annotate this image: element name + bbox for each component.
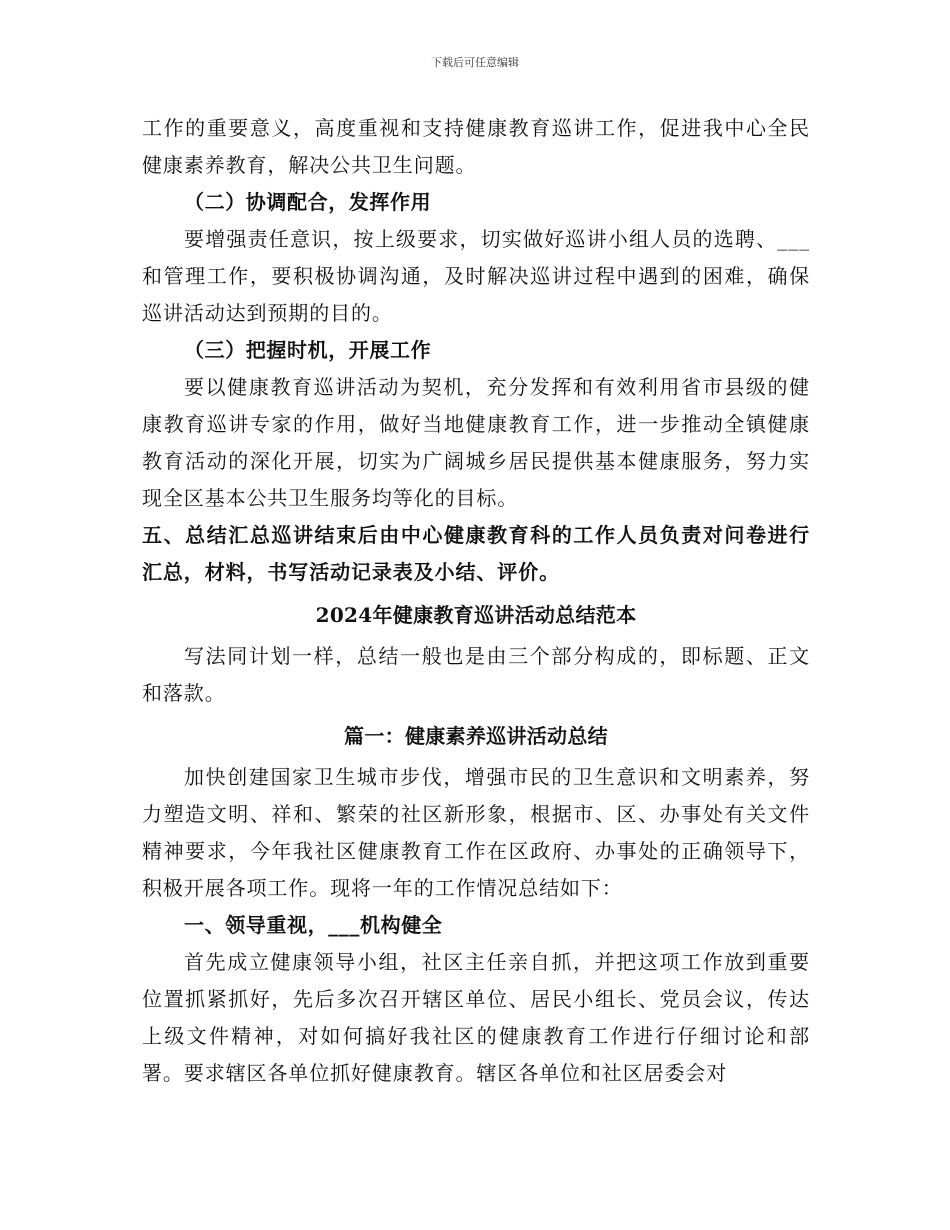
document-body	[142, 110, 810, 1092]
paragraph-7: 首先成立健康领导小组，社区主任亲自抓，并把这项工作放到重要位置抓紧抓好，先后多次召开辖区单位、居民小组长、党员会议，传达上级文件精神，对如何搞好我社区的健康教育工作进行仔细讨论和部署。要求辖区各单位抓好健康教育。辖区各单位和社区居委会对	[142, 950, 810, 1085]
paragraph-2: 要增强责任意识，按上级要求，切实做好巡讲小组人员的选聘、___和管理工作，要积极协调沟通，及时解决巡讲过程中遇到的困难，确保巡讲活动达到预期的目的。	[142, 227, 810, 325]
paragraph-5: 写法同计划一样，总结一般也是由三个部分构成的，即标题、正文和落款。	[142, 644, 810, 705]
paragraph-summary-section: 五、总结汇总巡讲结束后由中心健康教育科的工作人员负责对问卷进行汇总，材料，书写活动记录表及小结、评价。	[142, 523, 810, 584]
paragraph-1: 工作的重要意义，高度重视和支持健康教育巡讲工作，促进我中心全民健康素养教育，解决公共卫生问题。	[142, 116, 810, 177]
paragraph-3: 要以健康教育巡讲活动为契机，充分发挥和有效利用省市县级的健康教育巡讲专家的作用，做好当地健康教育工作，进一步推动全镇健康教育活动的深化开展，切实为广阔城乡居民提供基本健康服务，努力实现全区基本公共卫生服务均等化的目标。	[142, 375, 810, 510]
subheading-coordination: （二）协调配合，发挥作用	[184, 190, 432, 214]
document-title: 2024年健康教育巡讲活动总结范本	[315, 603, 637, 627]
paragraph-6: 加快创建国家卫生城市步伐，增强市民的卫生意识和文明素养，努力塑造文明、祥和、繁荣的社区新形象，根据市、区、办事处有关文件精神要求，今年我社区健康教育工作在区政府、办事处的正确领导下，积极开展各项工作。现将一年的工作情况总结如下：	[142, 765, 810, 900]
subheading-leadership: 一、领导重视，___机构健全	[184, 913, 443, 937]
chapter-title: 篇一：健康素养巡讲活动总结	[344, 724, 608, 748]
page-header: 下载后可任意编辑	[431, 56, 519, 69]
subheading-timing: （三）把握时机，开展工作	[184, 338, 432, 362]
